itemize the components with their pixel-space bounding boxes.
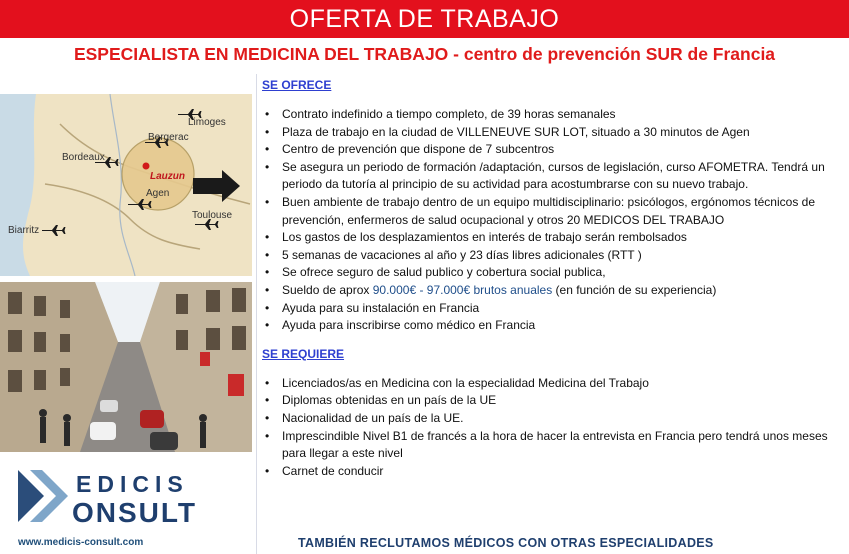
salary-label: Sueldo de aprox — [282, 282, 373, 297]
require-heading: SE REQUIERE — [262, 346, 345, 361]
footer-note: TAMBIÉN RECLUTAMOS MÉDICOS CON OTRAS ESPECIALIDADES — [298, 536, 714, 550]
list-item: • Se asegura un periodo de formación /adaptación, cursos de legislación, curso AFOMETRA. Tendrá un periodo da tutoría al principio de su actividad para acostumbrarse con su nuevo trabajo. — [262, 159, 847, 194]
map-label-bordeaux: Bordeaux — [62, 152, 105, 163]
list-item: • Centro de prevención que dispone de 7 subcentros — [262, 141, 847, 159]
map-label-limoges: Limoges — [188, 117, 226, 128]
region-map — [0, 94, 252, 276]
salary-item — [262, 282, 847, 300]
medicis-consult-logo — [14, 462, 244, 532]
offer-list — [262, 106, 847, 335]
logo-line2: ONSULT — [72, 497, 198, 528]
list-item: • Carnet de conducir — [262, 463, 847, 481]
street-illustration — [0, 282, 252, 452]
left-column — [0, 94, 252, 554]
logo-line1: EDICIS — [76, 471, 189, 497]
require-list — [262, 375, 847, 481]
list-item: • Ayuda para inscribirse como médico en Francia — [262, 317, 847, 335]
list-item: • Se ofrece seguro de salud publico y cobertura social publica, — [262, 264, 847, 282]
map-label-biarritz: Biarritz — [8, 225, 40, 236]
list-item: • Imprescindible Nivel B1 de francés a la hora de hacer la entrevista en Francia pero tendrá unos meses para llegar a este nivel — [262, 428, 847, 463]
salary-note: (en función de su experiencia) — [555, 282, 717, 297]
offer-heading: SE OFRECE — [262, 78, 332, 92]
list-item: • Ayuda para su instalación en Francia — [262, 300, 847, 318]
map-label-lauzun: Lauzun — [150, 171, 185, 182]
banner-title: OFERTA DE TRABAJO — [289, 5, 560, 33]
list-item: • Nacionalidad de un país de la UE. — [262, 410, 847, 428]
list-item: • Licenciados/as en Medicina con la especialidad Medicina del Trabajo — [262, 375, 847, 393]
list-item: • Diplomas obtenidas en un país de la UE — [262, 392, 847, 410]
website-link[interactable]: www.medicis-consult.com — [18, 537, 144, 548]
list-item: • Los gastos de los desplazamientos en interés de trabajo serán rembolsados — [262, 229, 847, 247]
list-item: • Plaza de trabajo en la ciudad de VILLENEUVE SUR LOT, situado a 30 minutos de Agen — [262, 124, 847, 142]
map-label-agen: Agen — [146, 188, 170, 199]
offer-banner — [0, 0, 849, 38]
list-item: • Contrato indefinido a tiempo completo, de 39 horas semanales — [262, 106, 847, 124]
lauzun-marker — [143, 163, 150, 170]
list-item: • 5 semanas de vacaciones al año y 23 días libres adicionales (RTT ) — [262, 247, 847, 265]
job-title: ESPECIALISTA EN MEDICINA DEL TRABAJO - centro de prevención SUR de Francia — [73, 44, 776, 64]
list-item: • Buen ambiente de trabajo dentro de un equipo multidisciplinario: psicólogos, ergónomos técnicos de prevención, enfermeros de salud ocupacional y otros 20 MEDICOS DEL TRABAJO — [262, 194, 847, 229]
street-photo — [0, 282, 252, 452]
column-divider — [256, 74, 257, 554]
logo-graphic — [14, 462, 244, 532]
map-illustration — [0, 94, 252, 276]
map-label-toulouse: Toulouse — [192, 210, 233, 221]
offer-content — [262, 78, 847, 480]
map-label-bergerac: Bergerac — [148, 132, 189, 143]
salary-range: 90.000€ - 97.000€ brutos anuales — [372, 282, 556, 297]
